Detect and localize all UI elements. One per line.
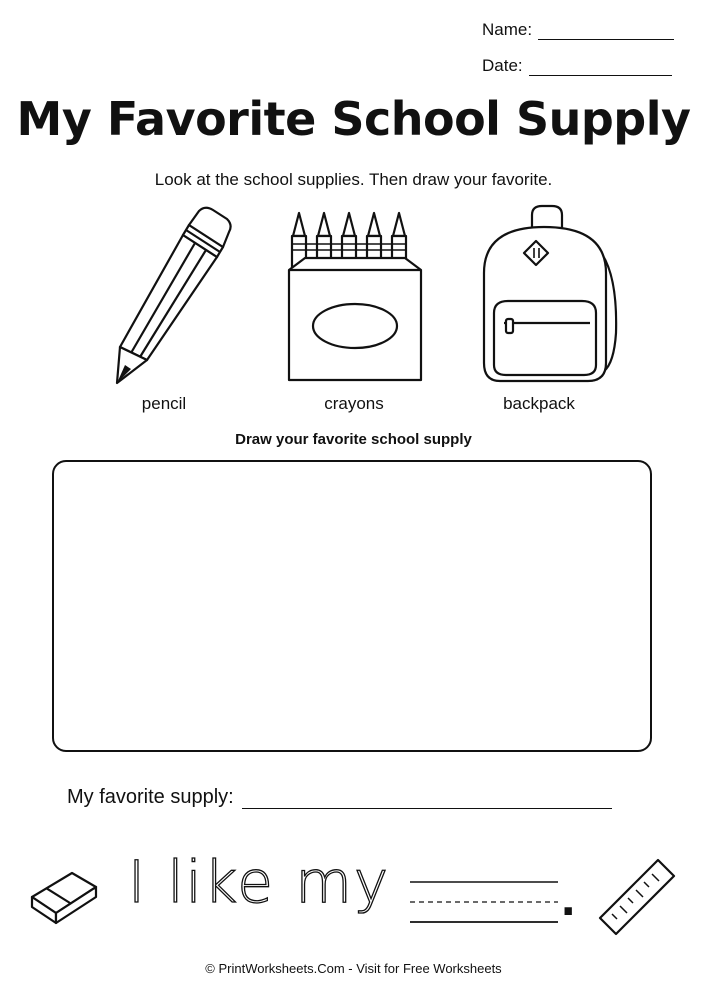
supply-label-backpack: backpack bbox=[503, 394, 575, 413]
date-line[interactable] bbox=[529, 57, 672, 76]
trace-writing-lines[interactable] bbox=[408, 869, 578, 927]
name-label: Name: bbox=[482, 20, 533, 39]
backpack-icon bbox=[472, 203, 622, 387]
date-label: Date: bbox=[482, 56, 523, 75]
eraser-icon bbox=[28, 865, 100, 927]
favorite-supply-line[interactable] bbox=[242, 786, 612, 809]
name-field[interactable] bbox=[482, 20, 674, 40]
page-title: My Favorite School Supply bbox=[16, 92, 691, 146]
favorite-supply-field[interactable] bbox=[67, 786, 612, 809]
name-line[interactable] bbox=[538, 21, 674, 40]
ruler-icon bbox=[596, 856, 678, 936]
favorite-supply-label: My favorite supply: bbox=[67, 786, 234, 808]
trace-text: I like my bbox=[128, 848, 391, 916]
drawing-area[interactable] bbox=[52, 460, 652, 752]
crayon-box-icon bbox=[285, 208, 425, 384]
date-field[interactable] bbox=[482, 56, 672, 76]
footer-credit: © PrintWorksheets.Com - Visit for Free Worksheets bbox=[205, 961, 502, 976]
trace-period: . bbox=[561, 869, 576, 927]
supply-label-crayons: crayons bbox=[324, 394, 384, 413]
supply-label-pencil: pencil bbox=[141, 394, 187, 413]
draw-heading: Draw your favorite school supply bbox=[235, 431, 472, 448]
instructions-text: Look at the school supplies. Then draw your favorite. bbox=[154, 170, 553, 189]
pencil-icon bbox=[105, 205, 240, 390]
trace-sentence bbox=[128, 848, 391, 916]
